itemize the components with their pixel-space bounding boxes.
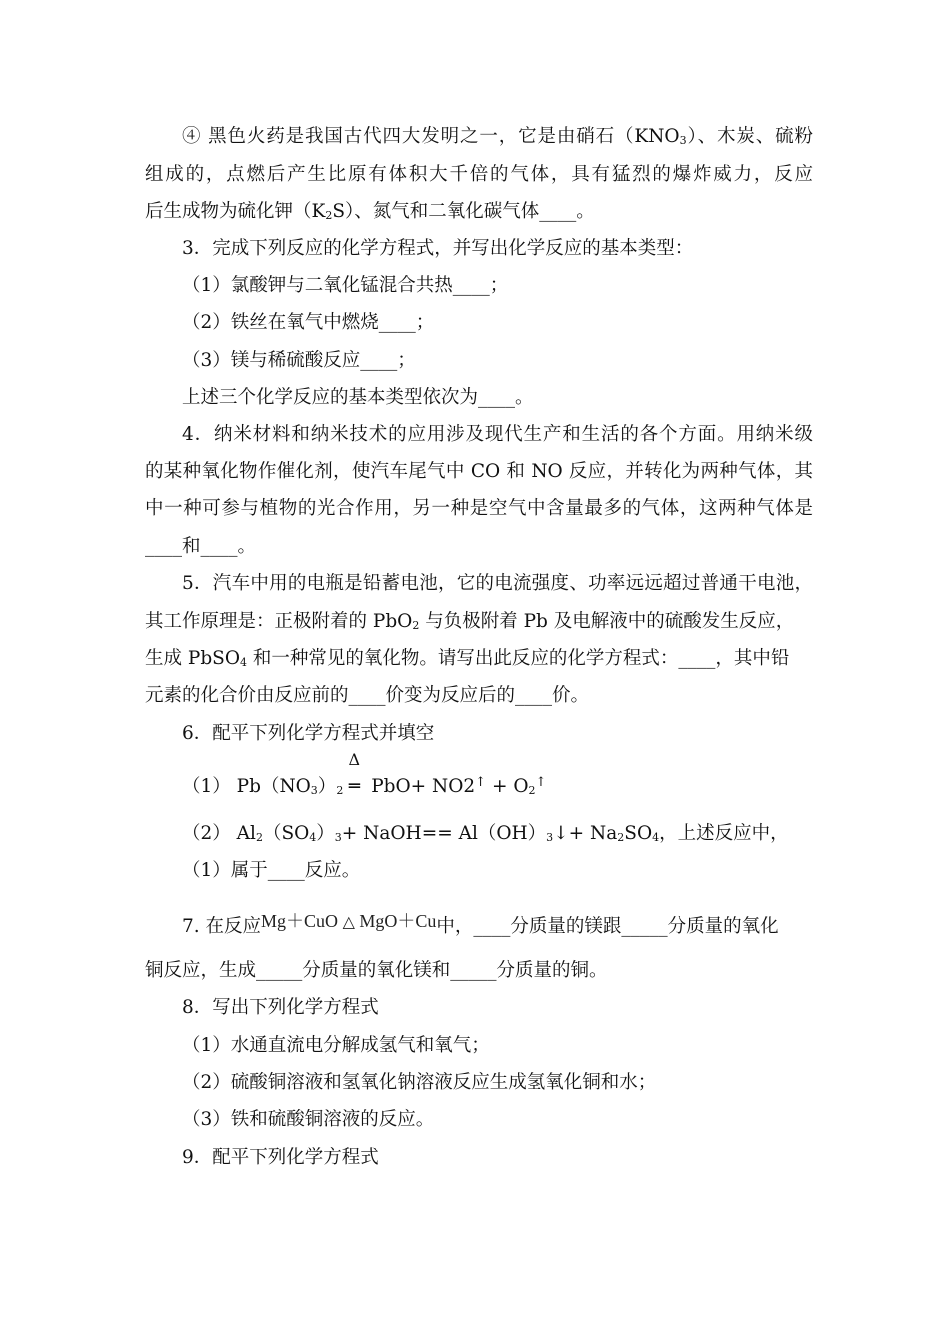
q5-line4: 元素的化合价由反应前的____价变为反应后的____价。 — [145, 685, 590, 706]
text: ） — [316, 823, 335, 844]
subscript: 3 — [679, 134, 687, 147]
subscript: 2 — [412, 619, 420, 632]
equals-sign: ═ — [348, 776, 360, 797]
q3-title: 3．完成下列反应的化学方程式，并写出化学反应的基本类型： — [182, 238, 694, 259]
q8-item2: （2）硫酸铜溶液和氢氧化钠溶液反应生成氢氧化铜和水； — [182, 1072, 657, 1093]
q3-item2: （2）铁丝在氧气中燃烧____； — [182, 312, 435, 333]
q7-line2: 铜反应，生成_____分质量的氧化镁和_____分质量的铜。 — [145, 960, 608, 981]
subscript: 4 — [240, 656, 248, 669]
text: （1） Pb（NO — [182, 776, 311, 797]
subscript: 3 — [310, 784, 318, 797]
q7-line1 — [182, 902, 813, 946]
subscript: 2 — [325, 209, 333, 222]
q2-item4-line3 — [145, 193, 813, 231]
text: PbO+ NO2 — [365, 776, 476, 797]
subscript: 4 — [309, 831, 317, 844]
q6-ask: （1）属于____反应。 — [182, 860, 361, 881]
q4-line1: 4．纳米材料和纳米技术的应用涉及现代生产和生活的各个方面。用纳米级 — [182, 424, 813, 445]
q8-item1: （1）水通直流电分解成氢气和氧气； — [182, 1035, 490, 1056]
q6-title: 6．配平下列化学方程式并填空 — [182, 723, 435, 744]
heat-triangle-icon: △ — [342, 914, 355, 931]
heat-equals-sign — [343, 750, 365, 806]
q4-line2: 的某种氧化物作催化剂，使汽车尾气中 CO 和 NO 反应，并转化为两种气体，其 — [145, 461, 813, 482]
text: 生成 PbSO — [145, 648, 241, 669]
equation-left: Mg＋CuO — [261, 911, 339, 931]
text: （2） Al — [182, 823, 256, 844]
text: + O — [486, 776, 529, 797]
text: ④ 黑色火药是我国古代四大发明之一，它是由硝石（KNO — [182, 126, 680, 147]
q3-item1: （1）氯酸钾与二氧化锰混合共热____； — [182, 275, 509, 296]
q3-summary: 上述三个化学反应的基本类型依次为____。 — [182, 387, 534, 408]
subscript: 2 — [336, 784, 344, 797]
text: （SO — [262, 823, 310, 844]
subscript: 3 — [334, 831, 342, 844]
text: 后生成物为硫化钾（K — [145, 201, 326, 222]
text: S）、氮气和二氧化碳气体____。 — [332, 201, 595, 222]
subscript: 2 — [255, 831, 263, 844]
q9-title: 9．配平下列化学方程式 — [182, 1147, 379, 1168]
q2-item4-line1 — [182, 118, 813, 156]
q8-title: 8．写出下列化学方程式 — [182, 997, 379, 1018]
subscript: 4 — [652, 831, 660, 844]
q5-line1: 5．汽车中用的电瓶是铅蓄电池，它的电流强度、功率远远超过普通干电池， — [182, 573, 813, 594]
q6-equation-2 — [182, 815, 813, 853]
text: 中，____分质量的镁跟_____分质量的氧化 — [436, 916, 779, 937]
text: 7. 在反应 — [182, 916, 262, 937]
subscript: 2 — [617, 831, 625, 844]
text: ↓+ Na — [553, 823, 618, 844]
text: ，上述反应中， — [659, 823, 789, 844]
q4-line3: 中一种可参与植物的光合作用，另一种是空气中含量最多的气体，这两种气体是 — [145, 498, 813, 519]
q8-item3: （3）铁和硫酸铜溶液的反应。 — [182, 1109, 435, 1130]
text: 其工作原理是：正极附着的 PbO — [145, 611, 413, 632]
text: ）、木炭、硫粉 — [686, 126, 813, 147]
text: + NaOH== Al（OH） — [341, 823, 547, 844]
delta-symbol: Δ — [348, 750, 361, 769]
q7-equation — [261, 911, 436, 931]
text: 与负极附着 Pb 及电解液中的硫酸发生反应， — [419, 611, 795, 632]
text: SO — [624, 823, 653, 844]
gas-arrow-icon: ↑ — [475, 775, 487, 790]
text: 和一种常见的氧化物。请写出此反应的化学方程式：____，其中铅 — [247, 648, 790, 669]
subscript: 3 — [546, 831, 554, 844]
q5-line2 — [145, 603, 813, 641]
q2-item4-line2: 组成的，点燃后产生比原有体积大千倍的气体，具有猛烈的爆炸威力，反应 — [145, 164, 813, 185]
q3-item3: （3）镁与稀硫酸反应____； — [182, 350, 416, 371]
q5-line3 — [145, 640, 813, 678]
subscript: 2 — [528, 784, 536, 797]
text: ） — [317, 776, 337, 797]
gas-arrow-icon: ↑ — [535, 775, 547, 790]
equation-right: MgO＋Cu — [359, 911, 437, 931]
q4-line4: ____和____。 — [145, 536, 257, 557]
q6-equation-1 — [182, 750, 813, 806]
